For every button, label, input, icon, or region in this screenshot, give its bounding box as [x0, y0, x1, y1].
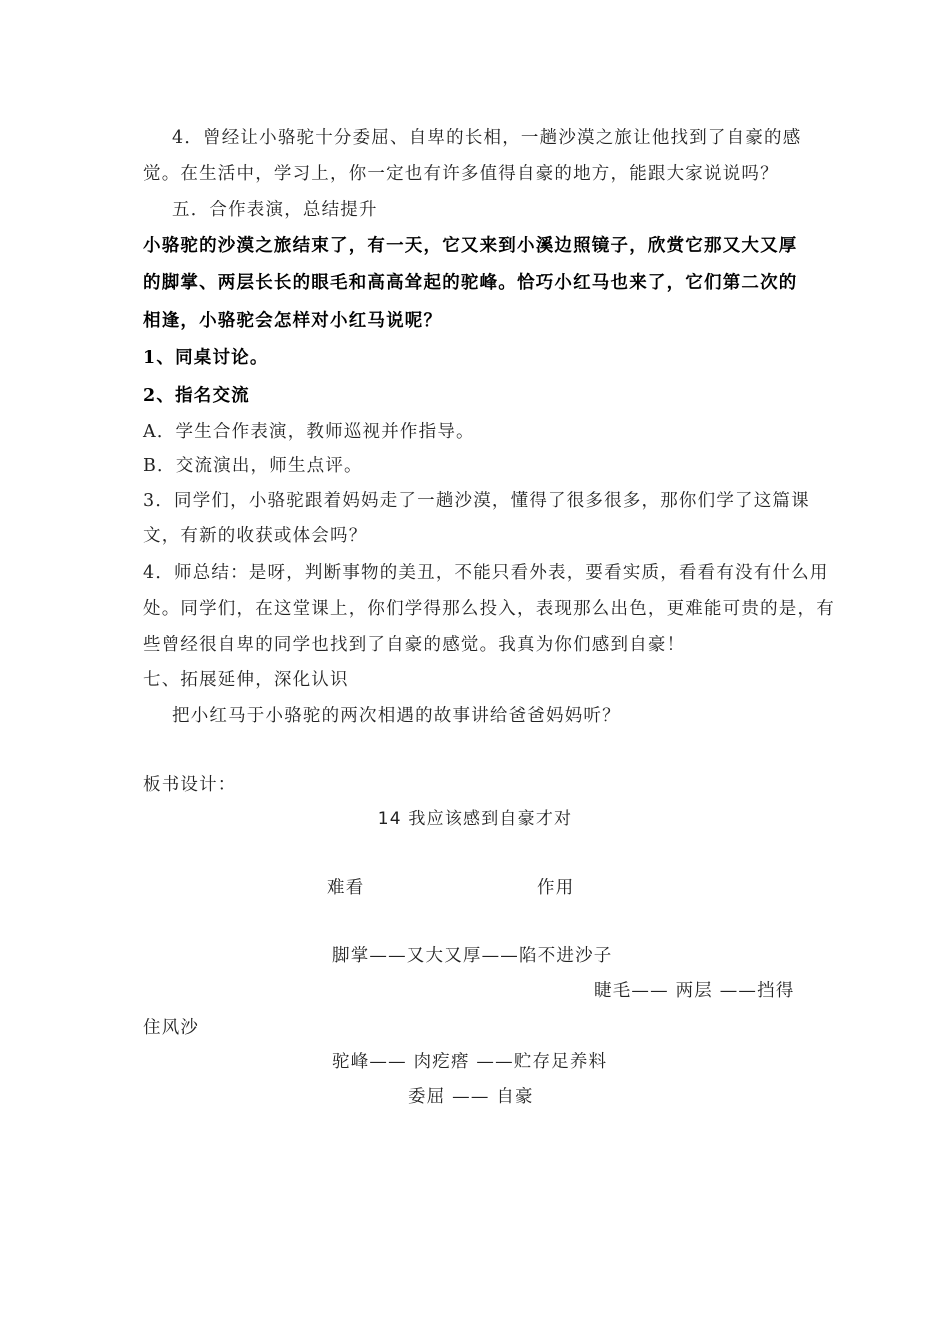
step-3-line-2: 文，有新的收获或体会吗？	[143, 526, 368, 546]
step-2: 2、指名交流	[143, 386, 250, 406]
step-a: A．学生合作表演，教师巡视并作指导。	[143, 422, 475, 442]
board-row-feet: 脚掌——又大又厚——陷不进沙子	[332, 946, 613, 966]
board-title: 14 我应该感到自豪才对	[377, 809, 573, 829]
section-5-paragraph-line-1: 小骆驼的沙漠之旅结束了，有一天，它又来到小溪边照镜子，欣赏它那又大又厚	[143, 236, 798, 256]
step-b: B．交流演出，师生点评。	[143, 456, 363, 476]
step-3-line-1: 3．同学们，小骆驼跟着妈妈走了一趟沙漠，懂得了很多很多，那你们学了这篇课	[143, 491, 810, 511]
board-row-feeling: 委屈 —— 自豪	[408, 1087, 534, 1107]
board-column-left: 难看	[327, 878, 365, 898]
section-5-paragraph-line-2: 的脚掌、两层长长的眼毛和高高耸起的驼峰。恰巧小红马也来了，它们第二次的	[143, 273, 798, 293]
board-row-lashes-continued: 住风沙	[143, 1018, 200, 1038]
section-5-heading: 五．合作表演，总结提升	[172, 200, 378, 220]
section-7-task: 把小红马于小骆驼的两次相遇的故事讲给爸爸妈妈听？	[172, 706, 621, 726]
step-4-line-2: 处。同学们，在这堂课上，你们学得那么投入，表现那么出色，更难能可贵的是，有	[143, 599, 835, 619]
question-4-line-1: 4．曾经让小骆驼十分委屈、自卑的长相，一趟沙漠之旅让他找到了自豪的感	[172, 128, 802, 148]
step-4-line-1: 4．师总结：是呀，判断事物的美丑，不能只看外表，要看实质，看看有没有什么用	[143, 563, 829, 583]
board-design-label: 板书设计：	[143, 775, 237, 795]
board-row-lashes: 睫毛—— 两层 ——挡得	[594, 981, 795, 1001]
step-1: 1、同桌讨论。	[143, 348, 269, 368]
question-4-line-2: 觉。在生活中，学习上，你一定也有许多值得自豪的地方，能跟大家说说吗？	[143, 164, 779, 184]
section-7-heading: 七、拓展延伸，深化认识	[143, 670, 349, 690]
board-row-hump: 驼峰—— 肉疙瘩 ——贮存足养料	[332, 1052, 608, 1072]
board-column-right: 作用	[537, 878, 575, 898]
section-5-paragraph-line-3: 相逢，小骆驼会怎样对小红马说呢？	[143, 311, 443, 331]
step-4-line-3: 些曾经很自卑的同学也找到了自豪的感觉。我真为你们感到自豪！	[143, 635, 686, 655]
